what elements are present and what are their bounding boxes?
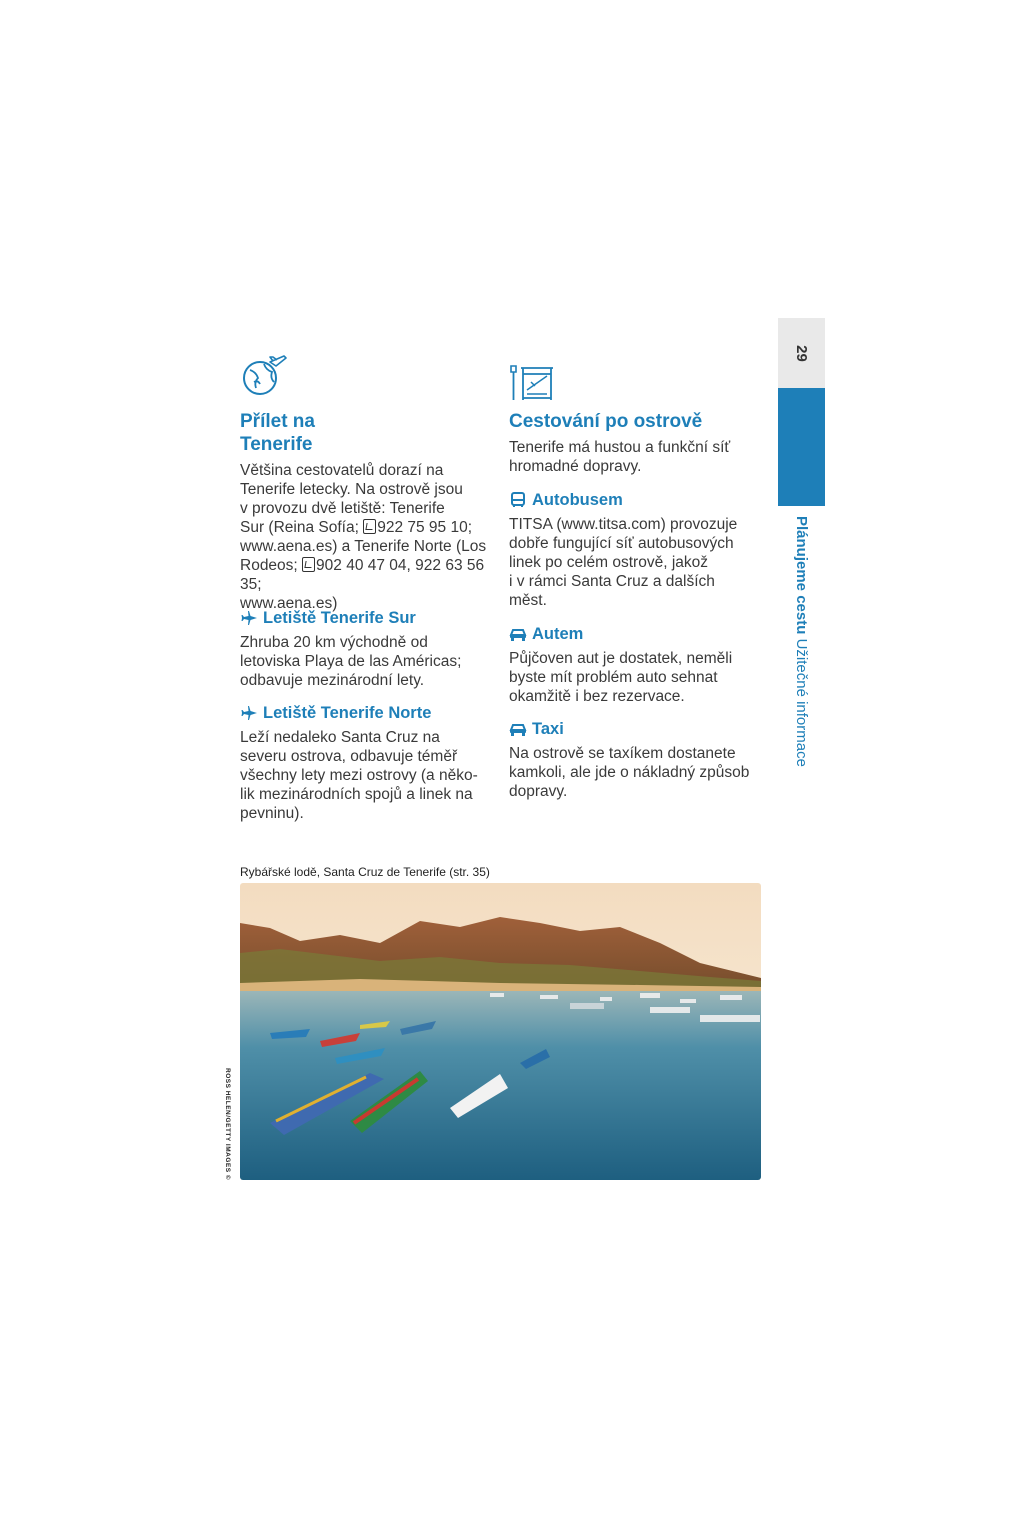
text-line: lik mezinárodních spojů a linek na — [240, 786, 473, 803]
text-line: dobře fungující síť autobusových — [509, 535, 734, 552]
airplane-icon — [240, 705, 258, 721]
harbor-illustration — [240, 883, 761, 1180]
norte-heading — [240, 703, 500, 723]
section-tab-marker — [778, 388, 825, 506]
car-icon — [509, 721, 527, 737]
page-number: 29 — [793, 344, 810, 362]
norte-section — [240, 703, 500, 823]
text-line: www.aena.es) a Tenerife Norte (Los — [240, 538, 487, 555]
taxi-heading-text: Taxi — [532, 720, 564, 738]
bus-heading — [509, 490, 769, 510]
left-heading — [240, 410, 490, 456]
section-title-sub: Užitečné informace — [793, 638, 810, 767]
airplane-icon — [240, 610, 258, 626]
text-line: TITSA (www.titsa.com) provozuje — [509, 516, 738, 533]
text-line: všechny lety mezi ostrovy (a něko- — [240, 767, 478, 784]
left-heading-line2: Tenerife — [240, 434, 313, 455]
phone-icon — [302, 557, 315, 572]
sur-heading-text: Letiště Tenerife Sur — [263, 609, 416, 627]
text-fragment: Rodeos; — [240, 557, 298, 574]
norte-heading-text: Letiště Tenerife Norte — [263, 704, 432, 722]
text-line: Zhruba 20 km východně od — [240, 634, 428, 651]
text-line: severu ostrova, odbavuje téměř — [240, 748, 458, 765]
right-heading — [509, 410, 769, 433]
photo-caption: Rybářské lodě, Santa Cruz de Tenerife (str. 35) — [240, 865, 490, 879]
right-intro-paragraph — [509, 438, 769, 476]
text-line: pevninu). — [240, 805, 304, 822]
text-line — [240, 556, 500, 594]
text-line: www.aena.es) — [240, 595, 338, 612]
globe-airplane-icon — [240, 352, 288, 398]
bus-stop-icon — [509, 364, 557, 402]
text-line: Půjčoven aut je dostatek, neměli — [509, 650, 733, 667]
taxi-heading — [509, 719, 769, 739]
section-title-bold: Plánujeme cestu — [793, 516, 810, 635]
bus-section — [509, 490, 769, 610]
photo-credit: ROSS HELEN/GETTY IMAGES © — [224, 1068, 231, 1181]
sur-section — [240, 608, 500, 690]
car-heading — [509, 624, 769, 644]
text-line: hromadné dopravy. — [509, 458, 642, 475]
text-fragment: Sur (Reina Sofía; — [240, 519, 359, 536]
text-line: Většina cestovatelů dorazí na — [240, 462, 444, 479]
text-line: dopravy. — [509, 783, 568, 800]
text-line: i v rámci Santa Cruz a dalších — [509, 573, 715, 590]
text-line: Leží nedaleko Santa Cruz na — [240, 729, 440, 746]
text-line: odbavuje mezinárodní lety. — [240, 672, 425, 689]
right-heading-text: Cestování po ostrově — [509, 411, 703, 432]
phone-number: 902 40 47 04, 922 63 56 35; — [240, 557, 485, 593]
phone-icon — [363, 519, 376, 534]
car-icon — [509, 626, 527, 642]
text-line: kamkoli, ale jde o nákladný způsob — [509, 764, 750, 781]
text-line: Tenerife má hustou a funkční síť — [509, 439, 731, 456]
bus-icon — [509, 492, 527, 508]
text-line: linek po celém ostrově, jakož — [509, 554, 709, 571]
text-line: okamžitě i bez rezervace. — [509, 688, 685, 705]
text-line — [240, 518, 500, 537]
phone-number: 922 75 95 10; — [377, 519, 473, 536]
text-line: byste mít problém auto sehnat — [509, 669, 718, 686]
taxi-section — [509, 719, 769, 801]
text-line: měst. — [509, 592, 547, 609]
left-heading-line1: Přílet na — [240, 411, 315, 432]
harbor-photo — [240, 883, 761, 1180]
car-heading-text: Autem — [532, 625, 584, 643]
bus-heading-text: Autobusem — [532, 491, 623, 509]
text-line: Tenerife letecky. Na ostrově jsou — [240, 481, 463, 498]
car-section — [509, 624, 769, 706]
sur-heading — [240, 608, 500, 628]
text-line: v provozu dvě letiště: Tenerife — [240, 500, 445, 517]
text-line: letoviska Playa de las Américas; — [240, 653, 462, 670]
text-line: Na ostrově se taxíkem dostanete — [509, 745, 736, 762]
left-intro-paragraph — [240, 461, 500, 613]
